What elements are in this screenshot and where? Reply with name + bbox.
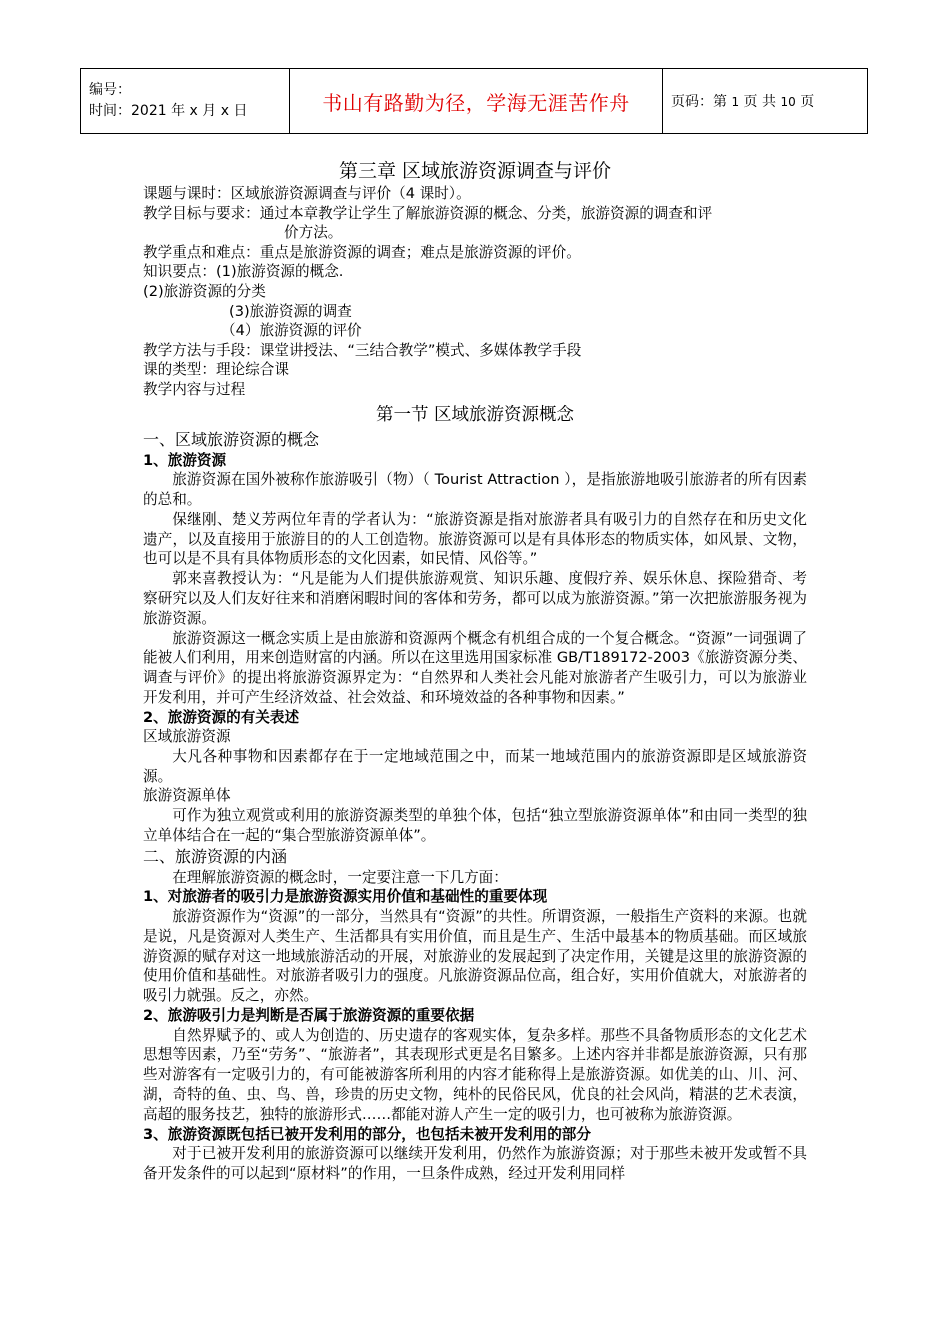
paragraph-1: 旅游资源在国外被称作旅游吸引（物）（ Tourist Attraction ），是指旅游地吸引旅游者的所有因素的总和。 [143,471,807,508]
subheading-resources: 1、旅游资源 [143,451,227,469]
goal-line: 教学目标与要求：通过本章教学让学生了解旅游资源的概念、分类，旅游资源的调查和评 [143,204,713,222]
paragraph-9: 自然界赋予的、或人为创造的、历史遗存的客观实体，复杂多样。那些不具备物质形态的文化艺术思想等因素，乃至“劳务”、“旅游者”，其表现形式更是名目繁多。上述内容并非都是旅游资源，只有那些对游客有一定吸引力的，有可能被游客所利用的内容才能称得上是旅游资源。如优美的山、川、河、湖，奇特的鱼、虫、鸟、兽，珍贵的历史文物，纯朴的民俗民风，优良的社会风尚，精湛的艺术表演，高超的服务技艺，独特的旅游形式……都能对游人产生一定的吸引力，也可被称为旅游资源。 [143,1026,807,1123]
key-points-line: 教学重点和难点：重点是旅游资源的调查；难点是旅游资源的评价。 [143,243,581,261]
lesson-line: 课题与课时：区域旅游资源调查与评价（4 课时）。 [143,185,471,202]
knowledge-line-1: 知识要点：(1)旅游资源的概念. [143,263,344,281]
knowledge-line-3: (3)旅游资源的调查 [229,302,352,320]
paragraph-6: 可作为独立观赏或利用的旅游资源类型的单独个体，包括“独立型旅游资源单体”和由同一类型的独立单体结合在一起的“集合型旅游资源单体”。 [143,807,807,844]
header-table [80,68,868,134]
knowledge-line-2: (2)旅游资源的分类 [143,282,266,300]
paragraph-3: 郭来喜教授认为：“凡是能为人们提供旅游观赏、知识乐趣、度假疗养、娱乐休息、探险猎奇、考察研究以及人们友好往来和消磨闲暇时间的客体和劳务，都可以成为旅游资源。”第一次把旅游服务视为旅游资源。 [143,570,807,627]
paragraph-8: 旅游资源作为“资源”的一部分，当然具有“资源”的共性。所谓资源，一般指生产资料的来源。也就是说，凡是资源对人类生产、生活都具有实用价值，而且是生产、生活中最基本的物质基础。而区域旅游资源的赋存对这一地域旅游活动的开展，对旅游业的发展起到了决定作用，关键是这里的旅游资源的使用价值和基础性。对旅游者吸引力的强度。凡旅游资源品位高，组合好，实用价值就大，对旅游者的吸引力就强。反之，亦然。 [143,908,807,1005]
page-number: 1 [731,95,740,109]
section-title: 第一节 区域旅游资源概念 [375,404,575,425]
motto: 书山有路勤为径，学海无涯苦作舟 [290,69,663,134]
page-label: 页码：第 [671,94,727,110]
paragraph-2: 保继刚、楚义芳两位年青的学者认为：“旅游资源是指对旅游者具有吸引力的自然存在和历史文化遗产，以及直接用于旅游目的的人工创造物。旅游资源可以是有具体形态的物质实体，如风景、文物，也可以是不具有具体物质形态的文化因素，如民情、风俗等。” [143,510,807,568]
paragraph-5: 大凡各种事物和因素都存在于一定地域范围之中，而某一地域范围内的旅游资源即是区域旅游资源。 [143,747,807,785]
subheading-developed: 3、旅游资源既包括已被开发利用的部分，也包括未被开发利用的部分 [143,1125,591,1143]
chapter-title: 第三章 区域旅游资源调查与评价 [338,160,612,182]
subheading-attraction: 1、对旅游者的吸引力是旅游资源实用价值和基础性的重要体现 [143,888,548,906]
term-unit: 旅游资源单体 [143,787,231,805]
page-mid: 页 共 [743,94,776,110]
page-total: 10 [780,95,796,109]
page-end: 页 [800,94,815,110]
term-region: 区域旅游资源 [143,728,231,746]
page-info [663,69,868,134]
header-meta-cell [81,69,290,134]
subheading-expressions: 2、旅游资源的有关表述 [143,708,300,726]
paragraph-7: 在理解旅游资源的概念时，一定要注意一下几方面： [172,868,508,886]
document-body [143,158,807,1184]
course-type-line: 课的类型：理论综合课 [143,361,289,379]
knowledge-line-4: （4）旅游资源的评价 [221,322,362,340]
heading-concept: 一、区域旅游资源的概念 [143,429,320,449]
subheading-criterion: 2、旅游吸引力是判断是否属于旅游资源的重要依据 [143,1007,475,1025]
date-label: 时间：2021 年 x 月 x 日 [89,103,248,119]
code-label: 编号： [89,82,131,98]
methods-line: 教学方法与手段：课堂讲授法、“三结合教学”模式、多媒体教学手段 [143,341,582,359]
paragraph-10: 对于已被开发利用的旅游资源可以继续开发利用，仍然作为旅游资源；对于那些未被开发或暂不具备开发条件的可以起到“原材料”的作用，一旦条件成熟，经过开发利用同样 [143,1145,807,1182]
goal-line-cont: 价方法。 [284,224,343,242]
paragraph-4: 旅游资源这一概念实质上是由旅游和资源两个概念有机组合成的一个复合概念。“资源”一词强调了能被人们利用，用来创造财富的内涵。所以在这里选用国家标准 GB/T189172-2003《旅游资源分类、调查与评价》的提出将旅游资源界定为：“自然界和人类社会凡能对旅游者产生吸引力，可以为旅游业开发利用，并可产生经济效益、社会效益、和环境效益的各种事物和因素。” [143,629,807,706]
heading-meaning: 二、旅游资源的内涵 [143,846,288,866]
content-line: 教学内容与过程 [143,380,246,398]
